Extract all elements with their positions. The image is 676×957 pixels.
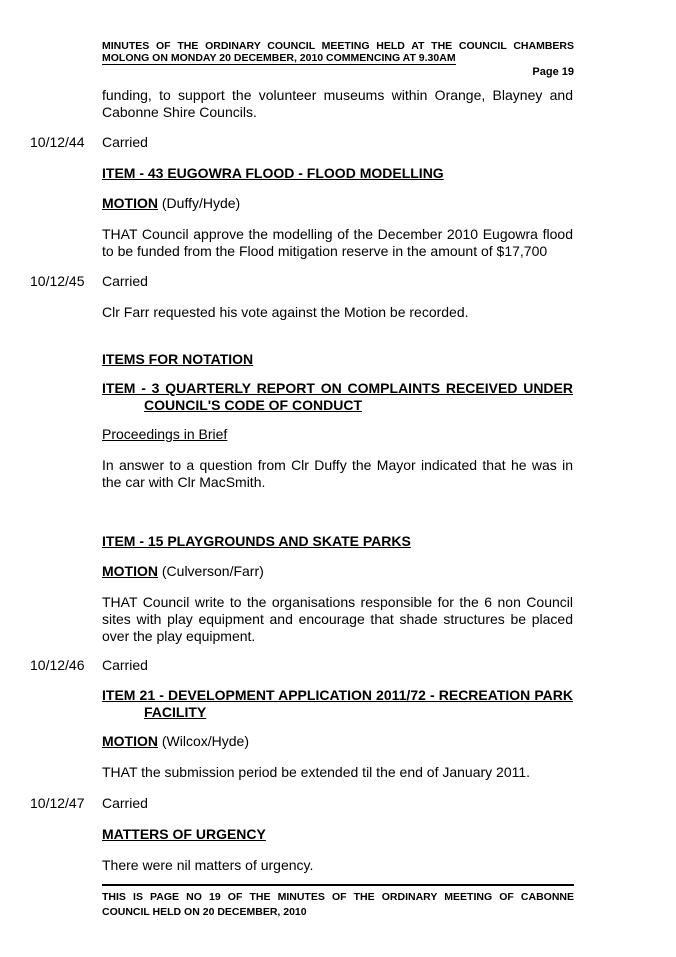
motion-movers: (Culverson/Farr) [158,563,264,579]
item-21-text: THAT the submission period be extended til the end of January 2011. [102,764,531,780]
items-for-notation-heading: ITEMS FOR NOTATION [102,351,254,367]
footer-divider [102,884,574,886]
resolution-result-45: Carried [102,273,148,289]
matters-of-urgency-text: There were nil matters of urgency. [102,857,314,873]
item-15-motion [102,563,573,580]
item-15-text: THAT Council write to the organisations responsible for the 6 non Council sites with play equipment and encourage that shade structures be placed over the play equipment. [102,594,573,644]
matters-of-urgency-heading: MATTERS OF URGENCY [102,826,266,842]
proceedings-in-brief: Proceedings in Brief [102,426,228,442]
page-number: Page 19 [532,66,574,78]
item-43-text: THAT Council approve the modelling of the December 2010 Eugowra flood to be funded from the Flood mitigation reserve in the amount of $17,700 [102,226,573,259]
header-line-1: MINUTES OF THE ORDINARY COUNCIL MEETING HELD AT THE COUNCIL CHAMBERS [102,40,574,52]
item-15-heading: ITEM - 15 PLAYGROUNDS AND SKATE PARKS [102,533,411,549]
motion-label: MOTION [102,195,158,211]
item-21-motion [102,733,573,750]
resolution-number-46: 10/12/46 [30,657,85,673]
item-21-heading-line-2: FACILITY [144,704,207,720]
item-21-heading-line-1: ITEM 21 - DEVELOPMENT APPLICATION 2011/72 - RECREATION PARK [102,687,573,703]
page-header [102,40,574,65]
item-43-heading: ITEM - 43 EUGOWRA FLOOD - FLOOD MODELLING [102,165,444,181]
resolution-number-45: 10/12/45 [30,273,85,289]
resolution-result-47: Carried [102,795,148,811]
motion-label: MOTION [102,563,158,579]
motion-movers: (Wilcox/Hyde) [158,733,250,749]
resolution-number-47: 10/12/47 [30,795,85,811]
header-line-2: MOLONG ON MONDAY 20 DECEMBER, 2010 COMMENCING AT 9.30AM [102,52,456,64]
item-3-heading [102,380,573,414]
item-3-text: In answer to a question from Clr Duffy the Mayor indicated that he was in the car with Clr MacSmith. [102,457,573,490]
motion-movers: (Duffy/Hyde) [158,195,241,211]
motion-label: MOTION [102,733,158,749]
item-43-motion [102,195,573,212]
vote-note: Clr Farr requested his vote against the Motion be recorded. [102,304,469,320]
footer-line-2: COUNCIL HELD ON 20 DECEMBER, 2010 [102,906,307,918]
footer-line-1: THIS IS PAGE NO 19 OF THE MINUTES OF THE ORDINARY MEETING OF CABONNE [102,891,574,903]
resolution-result-46: Carried [102,657,148,673]
paragraph-funding: funding, to support the volunteer museums within Orange, Blayney and Cabonne Shire Councils. [102,87,573,120]
page-footer [102,890,574,920]
resolution-result-44: Carried [102,134,148,150]
item-3-heading-line-2: COUNCIL'S CODE OF CONDUCT [144,397,362,413]
resolution-number-44: 10/12/44 [30,134,85,150]
item-3-heading-line-1: ITEM - 3 QUARTERLY REPORT ON COMPLAINTS RECEIVED UNDER [102,380,573,396]
item-21-heading [102,687,573,721]
